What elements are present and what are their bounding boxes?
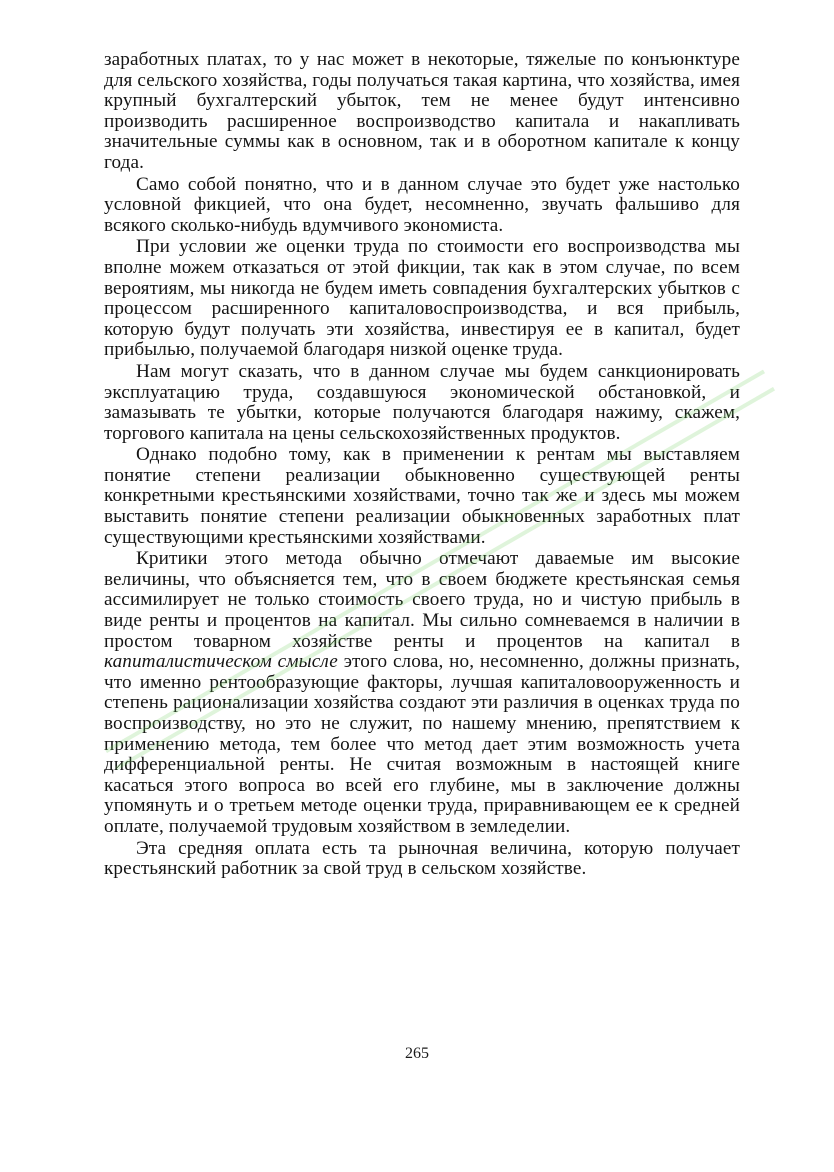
paragraph-6-part-2: этого слова, но, несомненно, должны признать, что именно рентообразующие факторы, лучшая капиталовооруженность и степень рационализации хозяйства создают эти различия в оценках труда по воспроизводству, но это не служит, по нашему мнению, препятствием к применению метода, тем более что метод дает этим возможность учета дифференциальной ренты. Не считая возможным в настоящей книге касаться этого вопроса во всей его глубине, мы в заключение должны упомянуть и о третьем методе оценки труда, приравнивающем ее к средней оплате, получаемой трудовым хозяйством в земледелии. (104, 651, 740, 837)
paragraph-2: Само собой понятно, что и в данном случае это будет уже настолько условной фикцией, что она будет, несомненно, звучать фальшиво для всякого сколько-нибудь вдумчивого экономиста. (104, 173, 740, 236)
page-number: 265 (405, 1045, 429, 1062)
paragraph-1: заработных платах, то у нас может в некоторые, тяжелые по конъюнктуре для сельского хозяйства, годы получаться такая картина, что хозяйства, имея крупный бухгалтерский убыток, тем не менее будут интенсивно производить расширенное воспроизводство капитала и накапливать значительные суммы как в основном, так и в оборотном капитале к концу года. (104, 49, 740, 173)
italic-phrase: капиталистическом смысле (104, 651, 338, 673)
paragraph-7: Эта средняя оплата есть та рыночная величина, которую получает крестьянский работник за свой труд в сельском хозяйстве. (104, 837, 740, 880)
paragraph-6-part-1: Критики этого метода обычно отмечают даваемые им высокие величины, что объясняется тем, что в своем бюджете крестьянская семья ассимилирует не только стоимость своего труда, но и чистую прибыль в виде ренты и процентов на капитал. Мы сильно сомневаемся в наличии в простом товарном хозяйстве ренты и процентов на капитал в (104, 548, 740, 652)
page-body (104, 50, 740, 880)
paragraph-6 (104, 549, 740, 837)
paragraph-4: Нам могут сказать, что в данном случае мы будем санкционировать эксплуатацию труда, создавшуюся экономической обстановкой, и замазывать те убытки, которые получаются благодаря нажиму, скажем, торгового капитала на цены сельскохозяйственных продуктов. (104, 360, 740, 444)
paragraph-3: При условии же оценки труда по стоимости его воспроизводства мы вполне можем отказаться от этой фикции, так как в этом случае, по всем вероятиям, мы никогда не будем иметь совпадения бухгалтерских убытков с процессом расширенного капиталовоспроизводства, и вся прибыль, которую будут получать эти хозяйства, инвестируя ее в капитал, будет прибылью, получаемой благодаря низкой оценке труда. (104, 236, 740, 361)
paragraph-5: Однако подобно тому, как в применении к рентам мы выставляем понятие степени реализации обыкновенно существующей ренты конкретными крестьянскими хозяйствами, точно так же и здесь мы можем выставить понятие степени реализации обыкновенных заработных плат существующими крестьянскими хозяйствами. (104, 444, 740, 548)
